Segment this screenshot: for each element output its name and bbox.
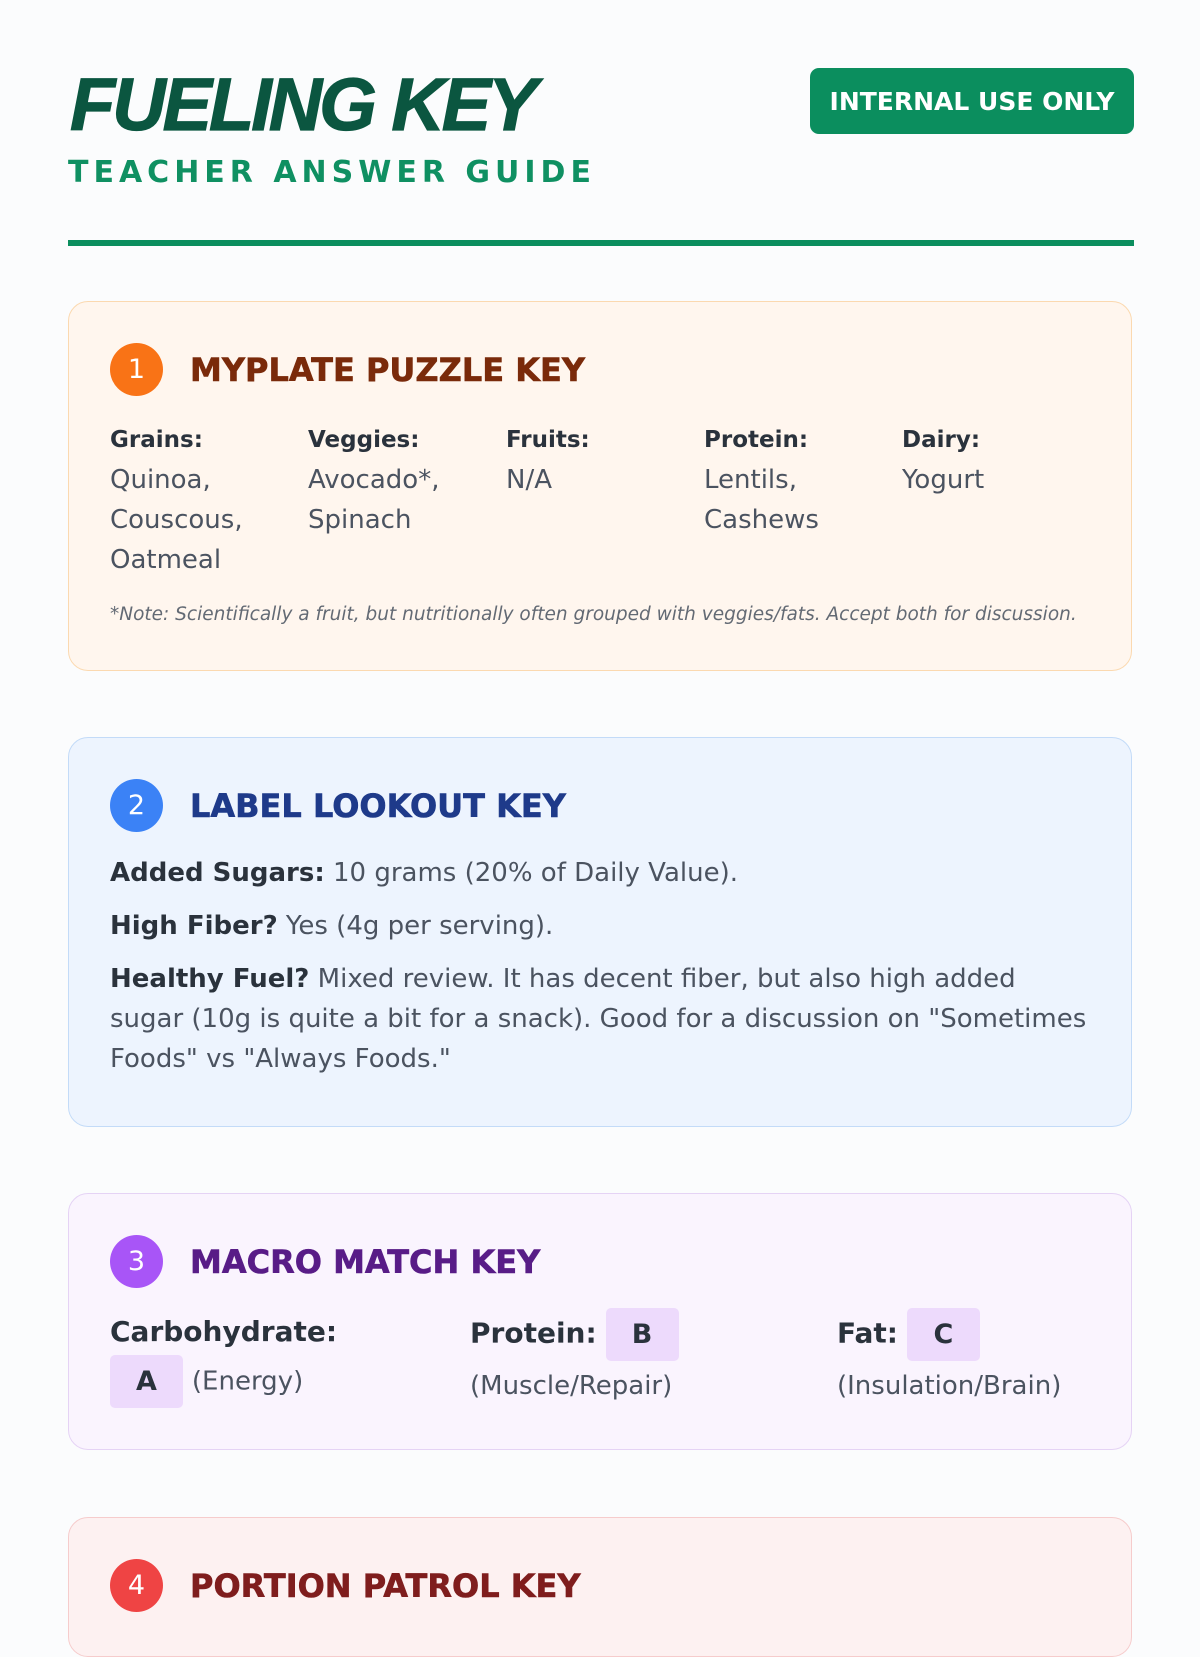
macro-description: (Insulation/Brain)	[837, 1371, 1062, 1401]
internal-use-badge: INTERNAL USE ONLY	[810, 68, 1134, 134]
answer-chip: B	[606, 1308, 679, 1361]
food-group-dairy	[902, 426, 1092, 500]
section-number-badge: 1	[110, 343, 163, 396]
section-number-badge: 4	[110, 1559, 163, 1612]
answer-chip: C	[907, 1308, 980, 1361]
label-lookout-section	[68, 737, 1132, 1127]
page-subtitle: TEACHER ANSWER GUIDE	[68, 155, 596, 190]
food-group-label: Fruits:	[506, 427, 590, 453]
macro-match-section	[68, 1193, 1132, 1450]
food-group-label: Dairy:	[902, 427, 981, 453]
answer-text: Mixed review. It has decent fiber, but also high added sugar (10g is quite a bit for a snack). Good for a discussion on "Sometimes Foods" vs "Always Foods."	[110, 964, 1087, 1074]
macro-match-fat	[837, 1308, 1127, 1410]
food-group-value: Avocado*, Spinach	[308, 465, 440, 535]
food-group-value: Yogurt	[902, 465, 985, 495]
answer-text: 10 grams (20% of Daily Value).	[324, 858, 738, 888]
answer-label: High Fiber?	[110, 911, 278, 941]
section-number-badge: 3	[110, 1235, 163, 1288]
macro-label: Fat:	[837, 1316, 898, 1350]
macro-match-carbohydrate	[110, 1308, 440, 1408]
portion-patrol-section	[68, 1517, 1132, 1657]
food-group-veggies	[308, 426, 498, 540]
food-group-value: Quinoa, Couscous, Oatmeal	[110, 465, 243, 575]
section-title: PORTION PATROL KEY	[190, 1566, 581, 1605]
section-header	[110, 1235, 540, 1288]
food-group-value: N/A	[506, 465, 552, 495]
answer-text: Yes (4g per serving).	[277, 911, 554, 941]
page-title: FUELING KEY	[70, 63, 535, 146]
answer-label: Healthy Fuel?	[110, 964, 310, 994]
section-title: MACRO MATCH KEY	[190, 1242, 541, 1281]
answer-label: Added Sugars:	[110, 858, 325, 888]
answer-chip: A	[110, 1355, 183, 1408]
macro-description: (Energy)	[191, 1366, 304, 1397]
label-answers	[110, 853, 1090, 1092]
section-number-badge: 2	[110, 779, 163, 832]
avocado-note: *Note: Scientifically a fruit, but nutritionally often grouped with veggies/fats. Accept both for discussion.	[110, 604, 1077, 625]
food-group-protein	[704, 426, 894, 540]
food-group-fruits	[506, 426, 696, 500]
macro-label: Protein:	[470, 1316, 597, 1350]
answer-high-fiber	[110, 906, 1090, 946]
food-group-value: Lentils, Cashews	[704, 465, 819, 535]
section-title: LABEL LOOKOUT KEY	[190, 786, 566, 825]
food-group-label: Protein:	[704, 427, 809, 453]
food-group-grains	[110, 426, 300, 580]
myplate-puzzle-section	[68, 301, 1132, 671]
food-group-label: Grains:	[110, 427, 203, 453]
macro-label: Carbohydrate:	[110, 1315, 338, 1348]
header-divider	[68, 240, 1134, 246]
macro-match-protein	[470, 1308, 810, 1410]
page-header	[68, 0, 1134, 248]
section-header	[110, 1559, 581, 1612]
section-title: MYPLATE PUZZLE KEY	[190, 350, 586, 389]
section-header	[110, 343, 585, 396]
answer-guide-page	[68, 0, 1134, 1605]
food-group-grid	[110, 426, 1110, 586]
section-header	[110, 779, 566, 832]
answer-added-sugars	[110, 853, 1090, 893]
answer-healthy-fuel	[110, 959, 1090, 1079]
food-group-label: Veggies:	[308, 427, 420, 453]
macro-description: (Muscle/Repair)	[470, 1371, 673, 1401]
